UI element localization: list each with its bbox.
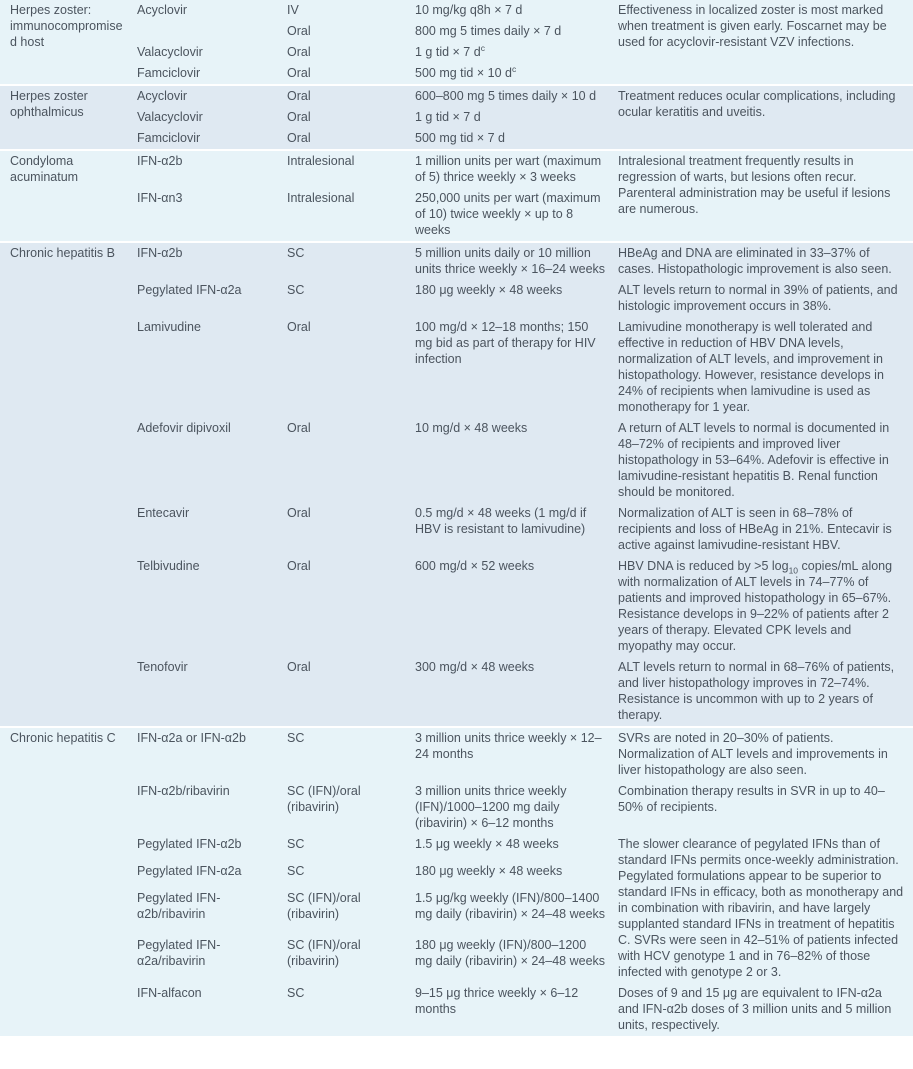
dosage-cell: 9–15 μg thrice weekly × 6–12 months	[415, 986, 579, 1016]
condition-cell: Herpes zoster ophthalmicus	[10, 89, 88, 119]
footnote-marker: c	[480, 42, 485, 53]
condition-cell: Herpes zoster: immunocompromised host	[10, 3, 123, 49]
route-cell: Oral	[287, 89, 311, 103]
route-cell: Oral	[287, 506, 311, 520]
drug-cell: IFN-α2b	[137, 246, 183, 260]
comment-text: HBV DNA is reduced by >5 log	[618, 559, 789, 573]
route-cell: Oral	[287, 320, 311, 334]
condition-cell: Chronic hepatitis C	[10, 731, 116, 745]
dosage-cell: 180 μg weekly × 48 weeks	[415, 283, 563, 297]
table-row	[0, 503, 913, 556]
drug-cell: Famciclovir	[137, 131, 201, 145]
table-row	[0, 418, 913, 503]
comment-cell: Treatment reduces ocular complications, including ocular keratitis and uveitis.	[618, 89, 896, 119]
drug-cell: Adefovir dipivoxil	[137, 421, 231, 435]
dosage-cell: 180 μg weekly (IFN)/800–1200 mg daily (ribavirin) × 24–48 weeks	[415, 938, 606, 969]
dosage-cell: 300 mg/d × 48 weeks	[415, 660, 535, 674]
table-row	[0, 150, 913, 188]
log10-subscript: 10	[788, 565, 799, 576]
dosage-cell	[415, 63, 618, 85]
comment-cell: SVRs are noted in 20–30% of patients. Normalization of ALT levels and improvements in liver histopathology are also seen.	[618, 731, 888, 777]
condition-cell: Chronic hepatitis B	[10, 246, 115, 260]
table-row	[0, 0, 913, 21]
comment-cell: Effectiveness in localized zoster is most marked when treatment is given early. Foscarnet may be used for acyclovir-resistant VZV infections.	[618, 3, 887, 49]
dosage-cell: 1 g tid × 7 d	[415, 110, 481, 124]
route-cell: Intralesional	[287, 154, 355, 168]
comment-cell: Doses of 9 and 15 μg are equivalent to IFN-α2a and IFN-α2b doses of 3 million units and 5 million units, respectively.	[618, 986, 892, 1032]
dosage-cell: 1.5 μg weekly × 48 weeks	[415, 837, 559, 851]
comment-text: copies/mL along with normalization of ALT levels in 74–77% of patients and improved histopathology in 65–67%. Resistance develops in 9–22% of patients after 2 years of therapy. Elevated CPK levels and myopathy may occur.	[618, 559, 893, 653]
route-cell: Oral	[287, 559, 311, 573]
table-row	[0, 727, 913, 781]
dosage-cell: 180 μg weekly × 48 weeks	[415, 863, 563, 878]
dosage-cell: 250,000 units per wart (maximum of 10) twice weekly × up to 8 weeks	[415, 191, 601, 237]
dosage-cell: 600–800 mg 5 times daily × 10 d	[415, 89, 597, 103]
route-cell: Oral	[287, 131, 311, 145]
route-cell: Oral	[287, 660, 311, 674]
drug-cell: Telbivudine	[137, 559, 200, 573]
route-cell: SC (IFN)/oral (ribavirin)	[287, 938, 361, 969]
dosage-text: 1 g tid × 7 d	[415, 45, 481, 59]
table-row	[0, 834, 913, 861]
table-row	[0, 317, 913, 418]
drug-cell: Tenofovir	[137, 660, 188, 674]
dosage-cell: 100 mg/d × 12–18 months; 150 mg bid as part of therapy for HIV infection	[415, 320, 596, 366]
section-herpes-zoster-immunocompromised	[0, 0, 913, 85]
section-herpes-zoster-ophthalmicus	[0, 85, 913, 150]
drug-cell: Pegylated IFN-α2a	[137, 283, 242, 297]
drug-cell: Valacyclovir	[137, 110, 203, 124]
route-cell: Oral	[287, 110, 311, 124]
table-row	[0, 556, 913, 657]
route-cell: SC	[287, 837, 305, 851]
comment-cell: Combination therapy results in SVR in up to 40–50% of recipients.	[618, 784, 885, 814]
route-cell: SC (IFN)/oral (ribavirin)	[287, 890, 361, 921]
route-cell: IV	[287, 3, 299, 17]
route-cell: SC (IFN)/oral (ribavirin)	[287, 784, 361, 814]
dosage-cell: 0.5 mg/d × 48 weeks (1 mg/d if HBV is resistant to lamivudine)	[415, 506, 587, 536]
table-row	[0, 657, 913, 727]
route-cell: SC	[287, 731, 305, 745]
table-row	[0, 242, 913, 280]
drug-cell: Pegylated IFN-α2b	[137, 837, 242, 851]
route-cell: SC	[287, 863, 305, 878]
table-row	[0, 781, 913, 834]
dosage-cell: 10 mg/kg q8h × 7 d	[415, 3, 523, 17]
comment-cell: The slower clearance of pegylated IFNs than of standard IFNs permits once-weekly administration. Pegylated formulations appear to be superior to standard IFNs in efficacy, both as monotherapy and in combination with ribavirin, and have largely supplanted standard IFNs in treatment of hepatitis C. SVRs were seen in 42–51% of patients infected with HCV genotype 1 and in 76–82% of those infected with genotype 2 or 3.	[618, 837, 904, 979]
drug-cell: IFN-α2a or IFN-α2b	[137, 731, 246, 745]
drug-cell: IFN-αn3	[137, 191, 183, 205]
route-cell: SC	[287, 986, 305, 1000]
comment-cell: HBeAg and DNA are eliminated in 33–37% of cases. Histopathologic improvement is also seen.	[618, 246, 892, 276]
dosage-cell: 1.5 μg/kg weekly (IFN)/800–1400 mg daily (ribavirin) × 24–48 weeks	[415, 890, 606, 921]
comment-cell: ALT levels return to normal in 39% of patients, and histologic improvement occurs in 38%.	[618, 283, 898, 313]
comment-cell	[618, 556, 913, 657]
condition-cell: Condyloma acuminatum	[10, 154, 79, 184]
drug-cell: Pegylated IFN-α2a/ribavirin	[137, 938, 221, 969]
drug-cell: IFN-α2b	[137, 154, 183, 168]
drug-cell: Lamivudine	[137, 320, 201, 334]
dosage-cell: 3 million units thrice weekly (IFN)/1000–1200 mg daily (ribavirin) × 6–12 months	[415, 784, 567, 830]
dosage-cell: 500 mg tid × 7 d	[415, 131, 505, 145]
route-cell: SC	[287, 246, 305, 260]
comment-cell: A return of ALT levels to normal is documented in 48–72% of recipients and improved liver histopathology in 53–64%. Adefovir is effective in lamivudine-resistant hepatitis B. Renal function should be monitored.	[618, 421, 890, 499]
route-cell: Intralesional	[287, 191, 355, 205]
drug-cell: IFN-alfacon	[137, 986, 202, 1000]
drug-cell: Pegylated IFN-α2b/ribavirin	[137, 890, 221, 921]
section-chronic-hepatitis-b	[0, 242, 913, 727]
table-row	[0, 280, 913, 317]
dosage-cell: 1 million units per wart (maximum of 5) thrice weekly × 3 weeks	[415, 154, 602, 184]
table-row	[0, 983, 913, 1036]
dosage-cell: 3 million units thrice weekly × 12–24 months	[415, 731, 602, 761]
comment-cell: Lamivudine monotherapy is well tolerated and effective in reduction of HBV DNA levels, normalization of ALT levels, and improvement in histopathology. However, resistance develops in 24% of recipients when lamivudine is used as monotherapy for 1 year.	[618, 320, 884, 414]
dosage-cell	[415, 42, 618, 63]
dosage-cell: 800 mg 5 times daily × 7 d	[415, 24, 562, 38]
dosage-text: 500 mg tid × 10 d	[415, 66, 512, 80]
drug-cell: Acyclovir	[137, 3, 188, 17]
route-cell: Oral	[287, 24, 311, 38]
drug-cell: Pegylated IFN-α2a	[137, 863, 242, 878]
table-row	[0, 85, 913, 107]
drug-cell: Entecavir	[137, 506, 190, 520]
route-cell: Oral	[287, 66, 311, 80]
route-cell: Oral	[287, 421, 311, 435]
comment-cell: Normalization of ALT is seen in 68–78% of recipients and loss of HBeAg in 21%. Entecavir is active against lamivudine-resistant HBV.	[618, 506, 892, 552]
section-chronic-hepatitis-c	[0, 727, 913, 1036]
comment-cell: Intralesional treatment frequently results in regression of warts, but lesions often recur. Parenteral administration may be useful if lesions are numerous.	[618, 154, 891, 216]
route-cell: SC	[287, 283, 305, 297]
comment-cell: ALT levels return to normal in 68–76% of patients, and liver histopathology improves in 72–74%. Resistance is uncommon with up to 2 years of therapy.	[618, 660, 895, 722]
footnote-marker: c	[511, 63, 517, 74]
dosage-cell: 600 mg/d × 52 weeks	[415, 559, 535, 573]
drug-cell: Acyclovir	[137, 89, 188, 103]
dosage-cell: 10 mg/d × 48 weeks	[415, 421, 528, 435]
drug-cell: Valacyclovir	[137, 45, 203, 59]
drug-cell: IFN-α2b/ribavirin	[137, 784, 230, 798]
dosage-cell: 5 million units daily or 10 million units thrice weekly × 16–24 weeks	[415, 246, 606, 276]
section-condyloma-acuminatum	[0, 150, 913, 242]
route-cell: Oral	[287, 45, 311, 59]
drug-cell: Famciclovir	[137, 66, 201, 80]
